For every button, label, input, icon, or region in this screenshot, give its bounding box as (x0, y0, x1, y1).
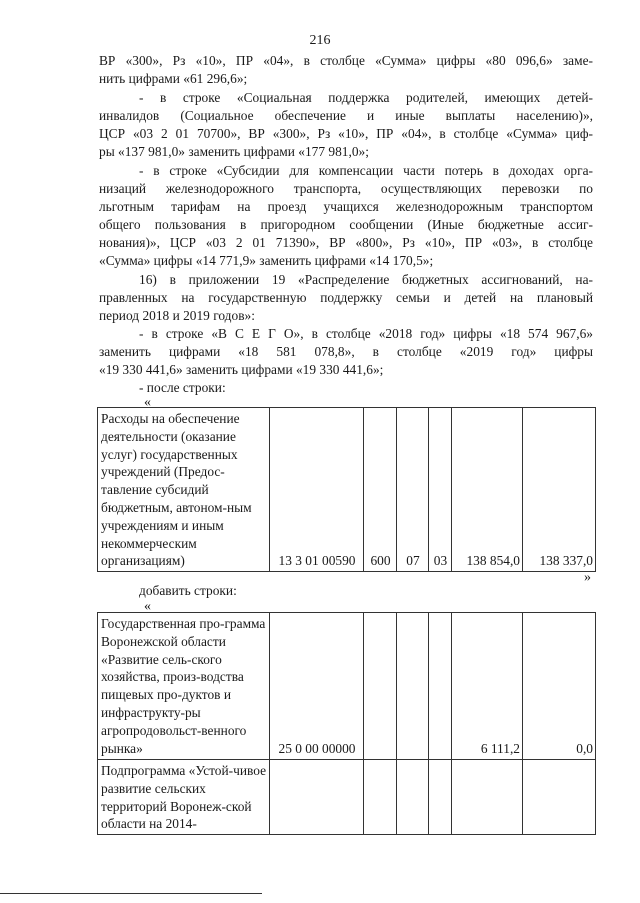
text-line: нования)», ЦСР «03 2 01 71390», ВР «800», Рз «10», ПР «03», в столбце (99, 235, 593, 250)
text-line: правленных на государственную поддержку семьи и детей на плановый (99, 290, 593, 305)
row-name-cell: Подпрограмма «Устой-чивое развитие сельских территорий Воронеж-ской области на 2014- (98, 760, 270, 835)
text-line: - в строке «Социальная поддержка родителей, имеющих детей- (139, 90, 593, 105)
budget-table-existing-row (97, 407, 596, 572)
sum-2019-cell: 138 337,0 (523, 408, 596, 572)
rz-cell (397, 760, 429, 835)
vr-cell (364, 760, 397, 835)
csr-cell: 13 3 01 00590 (270, 408, 364, 572)
row-name-cell: Государственная про-грамма Воронежской области «Развитие сель-ского хозяйства, произ-водства пищевых про-дуктов и инфраструкту-ры агропродовольст-венного рынка» (98, 613, 270, 760)
closing-quote-mark: » (584, 570, 591, 585)
text-line: ВР «300», Рз «10», ПР «04», в столбце «Сумма» цифры «80 096,6» заме- (99, 53, 593, 68)
text-line: «19 330 441,6» заменить цифрами «19 330 441,6»; (99, 362, 384, 377)
text-line: 16) в приложении 19 «Распределение бюджетных ассигнований, на- (139, 272, 593, 287)
text-line: «Сумма» цифры «14 771,9» заменить цифрами «14 170,5»; (99, 253, 434, 268)
opening-quote-mark: « (144, 599, 151, 614)
vr-cell (364, 613, 397, 760)
text-line: период 2018 и 2019 годов»: (99, 308, 255, 323)
sum-2019-cell (523, 760, 596, 835)
rz-cell (397, 613, 429, 760)
sum-2018-cell: 6 111,2 (452, 613, 523, 760)
rz-cell: 07 (397, 408, 429, 572)
text-line: инвалидов (Социальное обеспечение и иные выплаты населению)», (99, 108, 593, 123)
budget-table-added-rows (97, 612, 596, 835)
page-number: 216 (309, 33, 331, 48)
sum-2019-cell: 0,0 (523, 613, 596, 760)
text-line: заменить цифрами «18 581 078,8», в столбце «2019 год» цифры (99, 344, 593, 359)
text-line: - после строки: (139, 380, 226, 395)
pr-cell (429, 760, 452, 835)
text-line: общего пользования в пригородном сообщении (Иные бюджетные ассиг- (99, 217, 593, 232)
sum-2018-cell (452, 760, 523, 835)
opening-quote-mark: « (144, 395, 151, 410)
row-name-cell: Расходы на обеспечение деятельности (оказание услуг) государственных учреждений (Предос-тавление субсидий бюджетным, автоном-ным учреждениям и иным некоммерческим организациям) (98, 408, 270, 572)
csr-cell: 25 0 00 00000 (270, 613, 364, 760)
csr-cell (270, 760, 364, 835)
text-line: - в строке «В С Е Г О», в столбце «2018 год» цифры «18 574 967,6» (139, 326, 593, 341)
sum-2018-cell: 138 854,0 (452, 408, 523, 572)
table-row (98, 613, 596, 760)
table-row (98, 408, 596, 572)
text-line: ЦСР «03 2 01 70700», ВР «300», Рз «10», ПР «04», в столбце «Сумма» циф- (99, 126, 593, 141)
pr-cell: 03 (429, 408, 452, 572)
vr-cell: 600 (364, 408, 397, 572)
text-line: ры «137 981,0» заменить цифрами «177 981,0»; (99, 144, 369, 159)
text-line: льготным тарифам на проезд учащихся железнодорожным транспортом (99, 199, 593, 214)
text-line: нить цифрами «61 296,6»; (99, 71, 248, 86)
table-row (98, 760, 596, 835)
text-line: - в строке «Субсидии для компенсации части потерь в доходах орга- (139, 163, 593, 178)
pr-cell (429, 613, 452, 760)
text-line: добавить строки: (139, 583, 237, 598)
text-line: низаций железнодорожного транспорта, осуществляющих перевозки по (99, 181, 593, 196)
page-bottom-rule (0, 893, 262, 894)
